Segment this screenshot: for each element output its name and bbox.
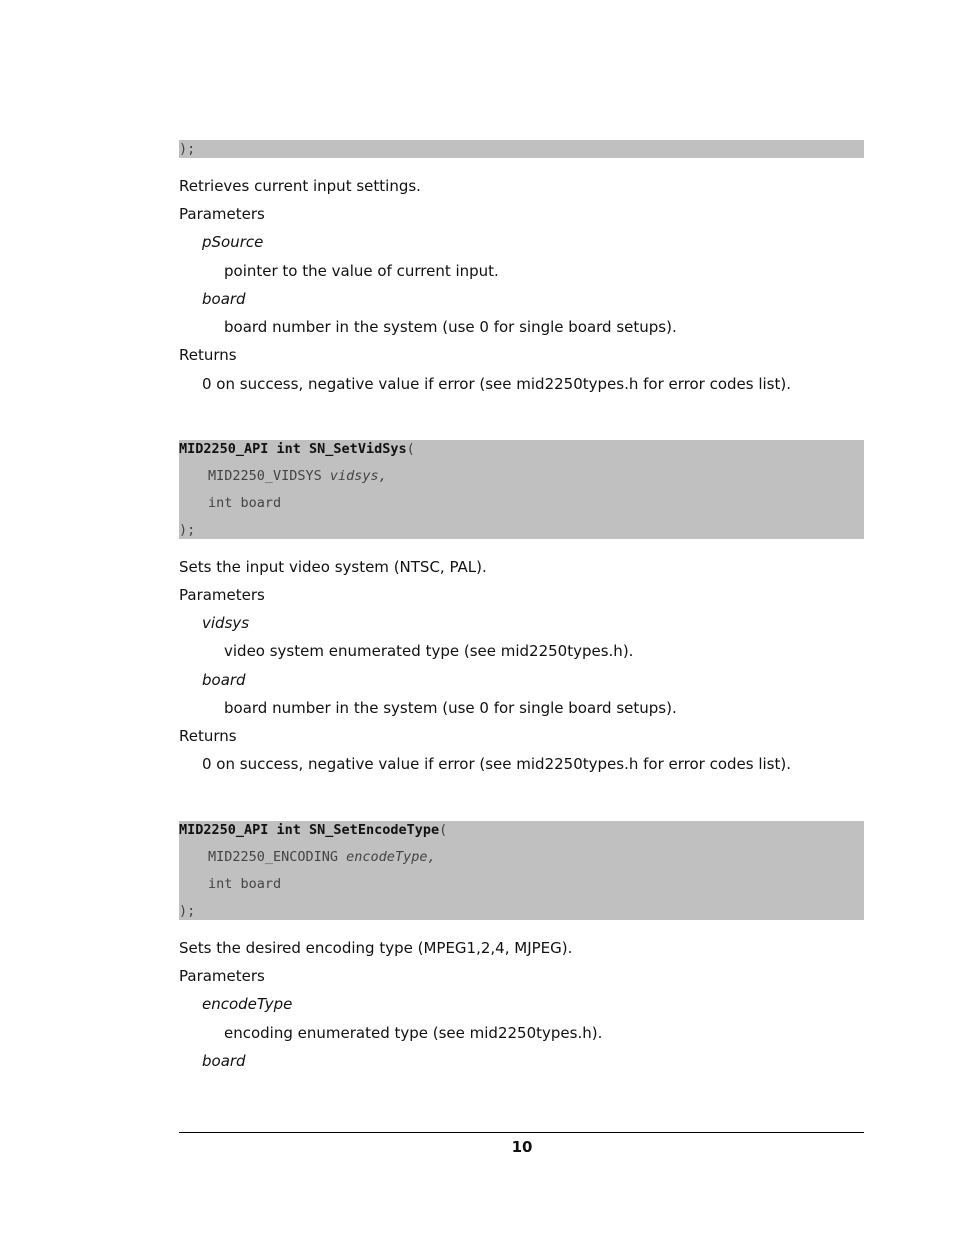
code-block-setencodetype xyxy=(179,821,864,920)
code-signature xyxy=(179,821,447,839)
parameters-heading: Parameters xyxy=(179,205,265,223)
returns-heading: Returns xyxy=(179,727,237,745)
code-signature xyxy=(179,440,415,458)
arg-name: encodeType, xyxy=(346,849,436,865)
returns-heading: Returns xyxy=(179,346,237,364)
param-name: board xyxy=(202,290,246,308)
code-arg xyxy=(208,467,387,485)
page-number: 10 xyxy=(511,1138,533,1156)
param-description: pointer to the value of current input. xyxy=(224,262,499,280)
param-name: vidsys xyxy=(202,614,250,632)
code-open-paren: ( xyxy=(406,441,415,457)
parameters-heading: Parameters xyxy=(179,967,265,985)
code-close: ); xyxy=(179,522,196,538)
code-arg xyxy=(208,848,436,866)
code-open-paren: ( xyxy=(439,822,448,838)
code-block-tail xyxy=(179,140,864,158)
param-description: board number in the system (use 0 for single board setups). xyxy=(224,699,677,717)
code-prefix: MID2250_API int xyxy=(179,441,310,457)
param-description: board number in the system (use 0 for single board setups). xyxy=(224,318,677,336)
parameters-heading: Parameters xyxy=(179,586,265,604)
code-block-setvidsys xyxy=(179,440,864,539)
code-prefix: MID2250_API int xyxy=(179,822,310,838)
code-arg: int board xyxy=(208,495,282,511)
param-description: encoding enumerated type (see mid2250types.h). xyxy=(224,1024,603,1042)
arg-type: MID2250_VIDSYS xyxy=(208,468,330,484)
param-name: encodeType xyxy=(202,995,293,1013)
code-close: ); xyxy=(179,141,196,157)
param-name: board xyxy=(202,1052,246,1070)
code-close: ); xyxy=(179,903,196,919)
function-description: Retrieves current input settings. xyxy=(179,177,421,195)
param-name: pSource xyxy=(202,233,264,251)
function-name: SN_SetVidSys xyxy=(309,441,407,457)
function-description: Sets the input video system (NTSC, PAL). xyxy=(179,558,487,576)
arg-name: vidsys, xyxy=(329,468,387,484)
footer-rule xyxy=(179,1132,864,1133)
param-name: board xyxy=(202,671,246,689)
returns-description: 0 on success, negative value if error (see mid2250types.h for error codes list). xyxy=(202,755,791,773)
code-arg: int board xyxy=(208,876,282,892)
arg-type: MID2250_ENCODING xyxy=(208,849,347,865)
returns-description: 0 on success, negative value if error (see mid2250types.h for error codes list). xyxy=(202,375,791,393)
function-description: Sets the desired encoding type (MPEG1,2,4, MJPEG). xyxy=(179,939,573,957)
param-description: video system enumerated type (see mid2250types.h). xyxy=(224,642,634,660)
function-name: SN_SetEncodeType xyxy=(309,822,440,838)
